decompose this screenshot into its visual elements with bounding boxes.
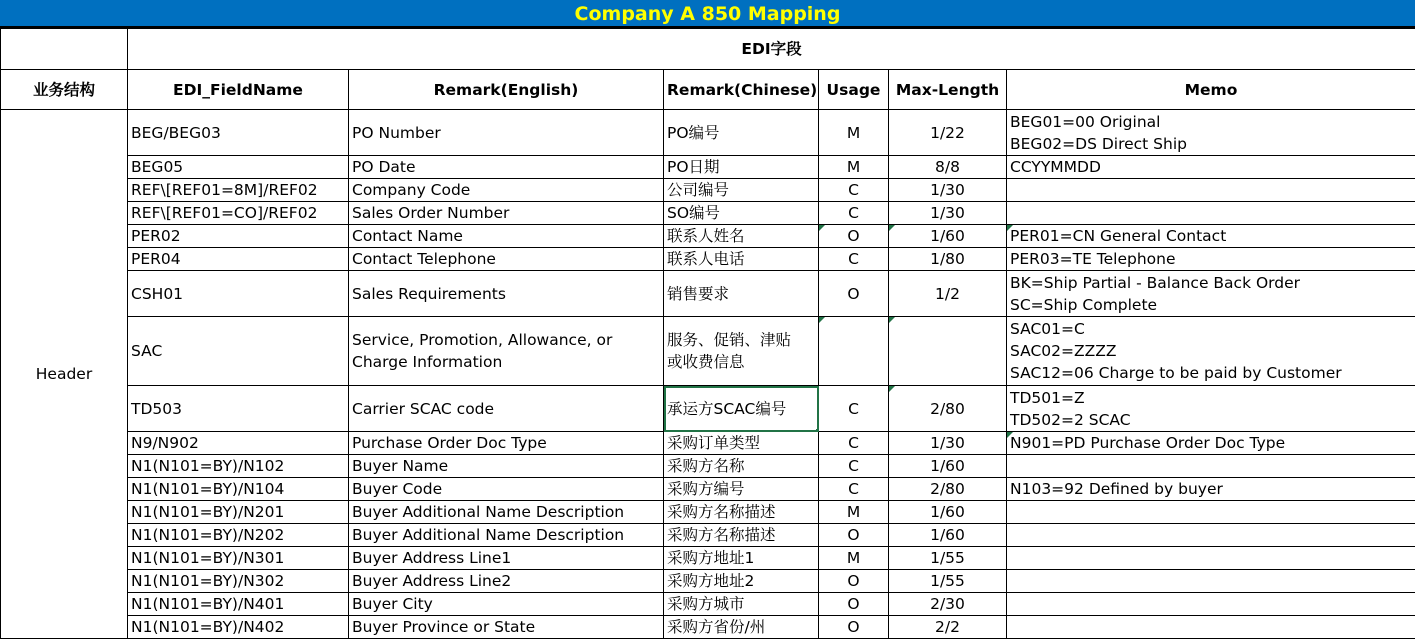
remark-chinese-cell[interactable]: 公司编号 bbox=[664, 179, 819, 202]
max-length-cell[interactable]: 1/55 bbox=[889, 547, 1007, 570]
remark-chinese-cell[interactable]: PO日期 bbox=[664, 156, 819, 179]
memo-cell[interactable] bbox=[1007, 202, 1415, 225]
remark-chinese-cell[interactable]: 采购方编号 bbox=[664, 478, 819, 501]
remark-chinese-cell[interactable]: 采购方名称描述 bbox=[664, 524, 819, 547]
usage-cell[interactable] bbox=[819, 317, 889, 386]
group-header-row bbox=[1, 29, 1415, 70]
memo-cell[interactable] bbox=[1007, 616, 1415, 639]
field-name-cell[interactable]: REF\[REF01=CO]/REF02 bbox=[128, 202, 349, 225]
max-length-cell[interactable]: 8/8 bbox=[889, 156, 1007, 179]
memo-line: BEG01=00 Original bbox=[1010, 111, 1412, 133]
table-row bbox=[1, 156, 1415, 179]
field-name-cell[interactable]: N1(N101=BY)/N302 bbox=[128, 570, 349, 593]
max-length-cell[interactable]: 1/30 bbox=[889, 179, 1007, 202]
table-row bbox=[1, 248, 1415, 271]
remark-chinese-cell[interactable]: 采购方名称 bbox=[664, 455, 819, 478]
max-length-cell[interactable]: 2/30 bbox=[889, 593, 1007, 616]
usage-cell[interactable]: O bbox=[819, 524, 889, 547]
cell-line: Charge Information bbox=[352, 351, 660, 373]
field-name-cell[interactable]: N1(N101=BY)/N402 bbox=[128, 616, 349, 639]
col-max-length[interactable]: Max-Length bbox=[889, 70, 1007, 110]
max-length-cell[interactable]: 2/2 bbox=[889, 616, 1007, 639]
memo-cell[interactable] bbox=[1007, 547, 1415, 570]
max-length-cell[interactable]: 1/80 bbox=[889, 248, 1007, 271]
column-header-row bbox=[1, 70, 1415, 110]
usage-cell[interactable]: C bbox=[819, 455, 889, 478]
max-length-cell[interactable]: 1/30 bbox=[889, 432, 1007, 455]
remark-english-cell[interactable]: Buyer Address Line1 bbox=[349, 547, 664, 570]
memo-cell[interactable] bbox=[1007, 386, 1415, 432]
field-name-cell[interactable]: BEG/BEG03 bbox=[128, 110, 349, 156]
edi-field-group-header[interactable]: EDI字段 bbox=[128, 29, 1415, 70]
usage-cell[interactable]: C bbox=[819, 179, 889, 202]
remark-english-cell[interactable]: Buyer Additional Name Description bbox=[349, 501, 664, 524]
field-name-cell[interactable]: N1(N101=BY)/N202 bbox=[128, 524, 349, 547]
table-row bbox=[1, 478, 1415, 501]
field-name-cell[interactable]: PER02 bbox=[128, 225, 349, 248]
memo-cell[interactable] bbox=[1007, 156, 1415, 179]
field-name-cell[interactable]: REF\[REF01=8M]/REF02 bbox=[128, 179, 349, 202]
corner-cell[interactable] bbox=[1, 29, 128, 70]
table-row bbox=[1, 547, 1415, 570]
max-length-cell[interactable]: 1/60 bbox=[889, 501, 1007, 524]
memo-line: TD501=Z bbox=[1010, 387, 1412, 409]
section-label-cell[interactable]: Header bbox=[1, 110, 128, 639]
max-length-cell[interactable]: 2/80 bbox=[889, 478, 1007, 501]
cell-line: 服务、促销、津贴 bbox=[667, 329, 815, 351]
field-name-cell[interactable]: N1(N101=BY)/N104 bbox=[128, 478, 349, 501]
remark-chinese-cell[interactable]: 联系人姓名 bbox=[664, 225, 819, 248]
mapping-table bbox=[0, 28, 1415, 639]
memo-line: TD502=2 SCAC bbox=[1010, 409, 1412, 431]
usage-cell[interactable]: O bbox=[819, 570, 889, 593]
max-length-cell[interactable]: 1/60 bbox=[889, 455, 1007, 478]
field-name-cell[interactable]: CSH01 bbox=[128, 271, 349, 317]
max-length-cell[interactable] bbox=[889, 317, 1007, 386]
memo-line: N901=PD Purchase Order Doc Type bbox=[1010, 432, 1412, 454]
memo-cell[interactable] bbox=[1007, 432, 1415, 455]
table-row bbox=[1, 570, 1415, 593]
remark-english-cell[interactable]: Sales Requirements bbox=[349, 271, 664, 317]
table-row bbox=[1, 225, 1415, 248]
table-row bbox=[1, 110, 1415, 156]
remark-chinese-cell[interactable]: 采购方省份/州 bbox=[664, 616, 819, 639]
usage-cell[interactable]: M bbox=[819, 501, 889, 524]
remark-english-cell[interactable]: Sales Order Number bbox=[349, 202, 664, 225]
memo-line: SAC12=06 Charge to be paid by Customer bbox=[1010, 362, 1412, 384]
field-name-cell[interactable]: SAC bbox=[128, 317, 349, 386]
remark-english-cell[interactable]: Contact Telephone bbox=[349, 248, 664, 271]
max-length-cell[interactable]: 1/55 bbox=[889, 570, 1007, 593]
memo-cell[interactable] bbox=[1007, 478, 1415, 501]
cell-line: Service, Promotion, Allowance, or bbox=[352, 329, 660, 351]
remark-english-cell[interactable]: Buyer City bbox=[349, 593, 664, 616]
table-row bbox=[1, 271, 1415, 317]
field-name-cell[interactable]: N1(N101=BY)/N201 bbox=[128, 501, 349, 524]
table-row bbox=[1, 616, 1415, 639]
memo-cell[interactable] bbox=[1007, 501, 1415, 524]
usage-cell[interactable]: O bbox=[819, 271, 889, 317]
usage-cell[interactable]: C bbox=[819, 478, 889, 501]
remark-chinese-cell[interactable]: 采购方地址2 bbox=[664, 570, 819, 593]
usage-cell[interactable]: O bbox=[819, 616, 889, 639]
usage-cell[interactable]: O bbox=[819, 593, 889, 616]
table-row bbox=[1, 179, 1415, 202]
remark-chinese-cell[interactable]: SO编号 bbox=[664, 202, 819, 225]
memo-cell[interactable] bbox=[1007, 593, 1415, 616]
memo-cell[interactable] bbox=[1007, 225, 1415, 248]
memo-line: CCYYMMDD bbox=[1010, 156, 1412, 178]
field-name-cell[interactable]: PER04 bbox=[128, 248, 349, 271]
remark-chinese-cell[interactable]: 采购方地址1 bbox=[664, 547, 819, 570]
max-length-cell[interactable]: 1/22 bbox=[889, 110, 1007, 156]
max-length-cell[interactable]: 2/80 bbox=[889, 386, 1007, 432]
remark-english-cell[interactable]: Carrier SCAC code bbox=[349, 386, 664, 432]
memo-cell[interactable] bbox=[1007, 570, 1415, 593]
remark-english-cell[interactable] bbox=[349, 317, 664, 386]
field-name-cell[interactable]: TD503 bbox=[128, 386, 349, 432]
col-remark-chinese[interactable]: Remark(Chinese) bbox=[664, 70, 819, 110]
col-usage[interactable]: Usage bbox=[819, 70, 889, 110]
memo-cell[interactable] bbox=[1007, 248, 1415, 271]
field-name-cell[interactable]: BEG05 bbox=[128, 156, 349, 179]
usage-cell[interactable]: C bbox=[819, 248, 889, 271]
memo-line: SAC02=ZZZZ bbox=[1010, 340, 1412, 362]
usage-cell[interactable]: C bbox=[819, 432, 889, 455]
table-row bbox=[1, 455, 1415, 478]
remark-chinese-cell[interactable]: 销售要求 bbox=[664, 271, 819, 317]
memo-cell[interactable] bbox=[1007, 271, 1415, 317]
memo-cell[interactable] bbox=[1007, 110, 1415, 156]
usage-cell[interactable]: O bbox=[819, 225, 889, 248]
max-length-cell[interactable]: 1/30 bbox=[889, 202, 1007, 225]
table-row bbox=[1, 317, 1415, 386]
remark-chinese-cell[interactable]: 采购订单类型 bbox=[664, 432, 819, 455]
max-length-cell[interactable]: 1/60 bbox=[889, 524, 1007, 547]
col-business-structure[interactable]: 业务结构 bbox=[1, 70, 128, 110]
remark-chinese-cell[interactable]: 采购方城市 bbox=[664, 593, 819, 616]
memo-cell[interactable] bbox=[1007, 455, 1415, 478]
memo-line: N103=92 Defined by buyer bbox=[1010, 478, 1412, 500]
remark-chinese-cell[interactable] bbox=[664, 317, 819, 386]
remark-english-cell[interactable]: Contact Name bbox=[349, 225, 664, 248]
memo-cell[interactable] bbox=[1007, 524, 1415, 547]
memo-cell[interactable] bbox=[1007, 179, 1415, 202]
col-edi-fieldname[interactable]: EDI_FieldName bbox=[128, 70, 349, 110]
memo-line: SC=Ship Complete bbox=[1010, 294, 1412, 316]
field-name-cell[interactable]: N1(N101=BY)/N401 bbox=[128, 593, 349, 616]
field-name-cell[interactable]: N9/N902 bbox=[128, 432, 349, 455]
usage-cell[interactable]: C bbox=[819, 386, 889, 432]
remark-english-cell[interactable]: PO Number bbox=[349, 110, 664, 156]
remark-english-cell[interactable]: Company Code bbox=[349, 179, 664, 202]
table-row bbox=[1, 432, 1415, 455]
memo-line: BK=Ship Partial - Balance Back Order bbox=[1010, 272, 1412, 294]
table-row bbox=[1, 593, 1415, 616]
table-row bbox=[1, 386, 1415, 432]
field-name-cell[interactable]: N1(N101=BY)/N102 bbox=[128, 455, 349, 478]
col-remark-english[interactable]: Remark(English) bbox=[349, 70, 664, 110]
max-length-cell[interactable]: 1/2 bbox=[889, 271, 1007, 317]
remark-english-cell[interactable]: Buyer Additional Name Description bbox=[349, 524, 664, 547]
max-length-cell[interactable]: 1/60 bbox=[889, 225, 1007, 248]
remark-english-cell[interactable]: Purchase Order Doc Type bbox=[349, 432, 664, 455]
usage-cell[interactable]: M bbox=[819, 547, 889, 570]
memo-line: SAC01=C bbox=[1010, 318, 1412, 340]
usage-cell[interactable]: C bbox=[819, 202, 889, 225]
remark-english-cell[interactable]: Buyer Address Line2 bbox=[349, 570, 664, 593]
remark-chinese-cell[interactable]: 联系人电话 bbox=[664, 248, 819, 271]
remark-chinese-cell[interactable]: 采购方名称描述 bbox=[664, 501, 819, 524]
memo-cell[interactable] bbox=[1007, 317, 1415, 386]
usage-cell[interactable]: M bbox=[819, 156, 889, 179]
field-name-cell[interactable]: N1(N101=BY)/N301 bbox=[128, 547, 349, 570]
cell-line: 或收费信息 bbox=[667, 351, 815, 373]
table-row bbox=[1, 202, 1415, 225]
memo-line: BEG02=DS Direct Ship bbox=[1010, 133, 1412, 155]
memo-line: PER01=CN General Contact bbox=[1010, 225, 1412, 247]
remark-chinese-cell[interactable]: PO编号 bbox=[664, 110, 819, 156]
table-row bbox=[1, 524, 1415, 547]
sheet-title: Company A 850 Mapping bbox=[0, 0, 1415, 28]
remark-english-cell[interactable]: PO Date bbox=[349, 156, 664, 179]
table-row bbox=[1, 501, 1415, 524]
remark-chinese-cell[interactable]: 承运方SCAC编号 bbox=[664, 386, 819, 432]
remark-english-cell[interactable]: Buyer Code bbox=[349, 478, 664, 501]
remark-english-cell[interactable]: Buyer Name bbox=[349, 455, 664, 478]
col-memo[interactable]: Memo bbox=[1007, 70, 1415, 110]
remark-english-cell[interactable]: Buyer Province or State bbox=[349, 616, 664, 639]
memo-line: PER03=TE Telephone bbox=[1010, 248, 1412, 270]
usage-cell[interactable]: M bbox=[819, 110, 889, 156]
